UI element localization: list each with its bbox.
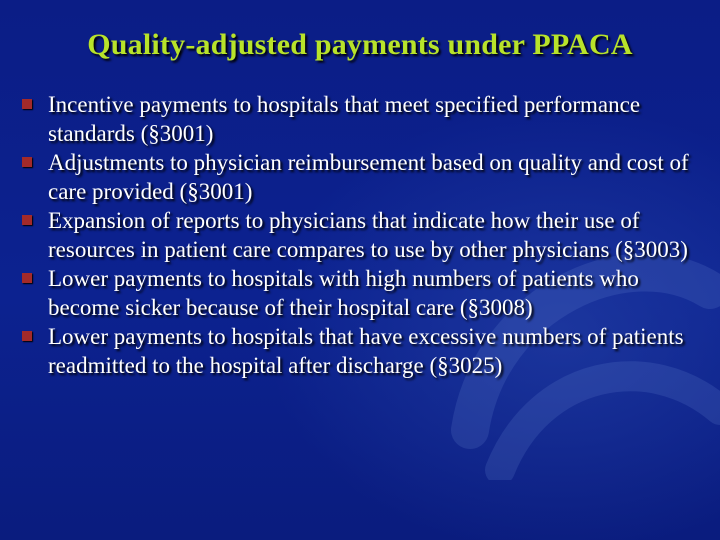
bullet-text: Adjustments to physician reimbursement based on quality and cost of care provided (§3001) — [48, 150, 689, 204]
bullet-item — [22, 322, 712, 380]
square-bullet-icon — [22, 99, 32, 109]
slide-title: Quality-adjusted payments under PPACA — [87, 28, 633, 61]
square-bullet-icon — [22, 157, 32, 167]
bullet-item — [22, 206, 712, 264]
square-bullet-icon — [22, 273, 32, 283]
bullet-item — [22, 264, 712, 322]
bullet-list — [22, 90, 712, 380]
bullet-item — [22, 90, 712, 148]
bullet-text: Lower payments to hospitals that have excessive numbers of patients readmitted to the hospital after discharge (§3025) — [48, 324, 684, 378]
bullet-text: Incentive payments to hospitals that meet specified performance standards (§3001) — [48, 92, 641, 146]
bullet-text: Expansion of reports to physicians that indicate how their use of resources in patient care compares to use by other physicians (§3003) — [48, 208, 688, 262]
square-bullet-icon — [22, 215, 32, 225]
bullet-text: Lower payments to hospitals with high numbers of patients who become sicker because of their hospital care (§3008) — [48, 266, 639, 320]
bullet-item — [22, 148, 712, 206]
square-bullet-icon — [22, 331, 32, 341]
